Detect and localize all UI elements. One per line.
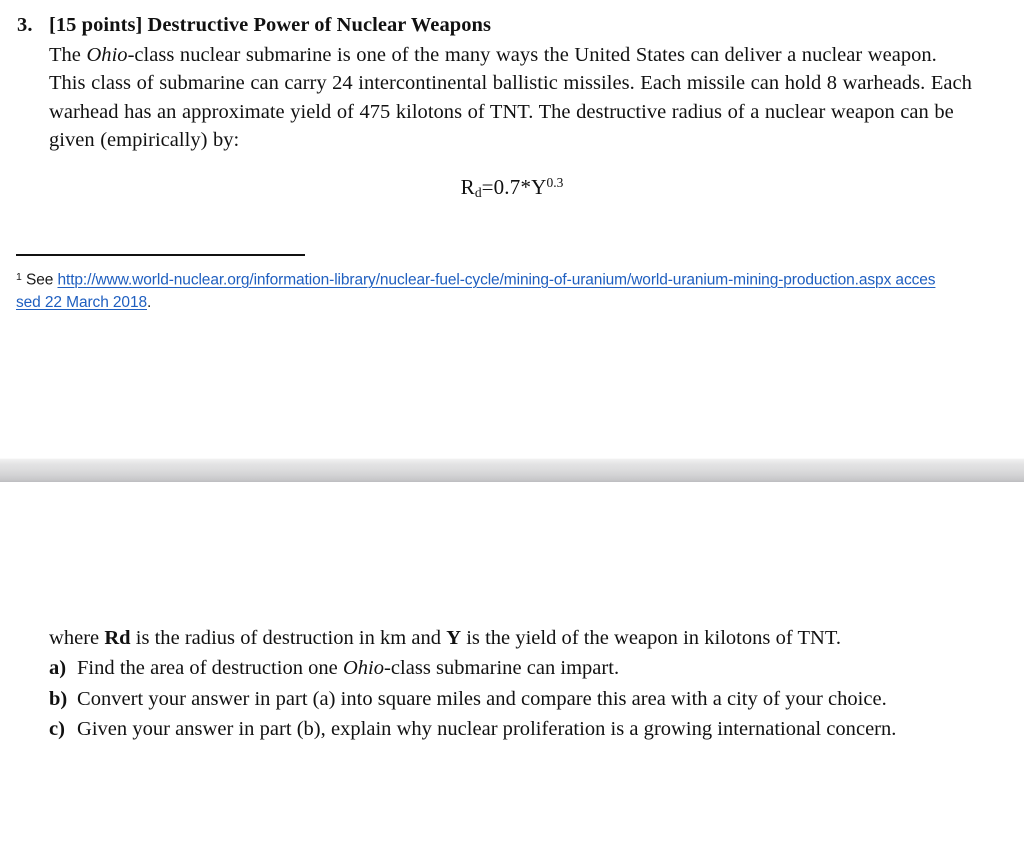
footnote-source-link[interactable]: http://www.world-nuclear.org/information-library/nuclear-fuel-cycle/mining-of-uranium/world-uranium-mining-production.aspx accessed 22 March 2018 bbox=[16, 271, 936, 312]
variable-definition-paragraph bbox=[49, 623, 961, 653]
question-part-b bbox=[49, 684, 961, 715]
part-c-marker: c) bbox=[49, 718, 65, 740]
part-a-text bbox=[77, 653, 961, 684]
question-part-a bbox=[49, 653, 961, 684]
where-middle: is the radius of destruction in km and bbox=[130, 627, 447, 649]
footnote-marker: 1 bbox=[16, 271, 22, 283]
question-part-c bbox=[49, 714, 961, 745]
page-fragment-bottom bbox=[0, 482, 1024, 851]
problem-heading-row bbox=[17, 10, 977, 155]
question-parts-list bbox=[49, 653, 961, 745]
problem-paragraph-rest: -class nuclear submarine is one of the many ways the United States can deliver a nuclear weapon. This class of submarine can carry 24 intercontinental ballistic missiles. Each missile can hold 8 warheads. Each warhead has an approximate yield of 475 kilotons of TNT. The destructive radius of a nuclear weapon can be given (empirically) by: bbox=[49, 43, 972, 152]
part-a-text-rest: -class submarine can impart. bbox=[384, 657, 620, 679]
problem-number: 3. bbox=[17, 14, 33, 36]
part-a-italic-term: Ohio bbox=[342, 657, 385, 679]
part-c-text-prefix: Given your answer in part (b), explain why nuclear proliferation is a growing international concern. bbox=[77, 718, 897, 740]
destructive-radius-equation bbox=[0, 175, 1024, 201]
problem-paragraph-prefix: The bbox=[49, 43, 87, 66]
equation-superscript: 0.3 bbox=[546, 175, 564, 190]
variable-y-symbol: Y bbox=[446, 627, 462, 649]
footnote-separator-rule bbox=[16, 254, 305, 256]
part-a-marker: a) bbox=[49, 657, 67, 679]
variable-rd-symbol: Rd bbox=[104, 627, 131, 649]
part-b-marker: b) bbox=[49, 687, 68, 710]
problem-body bbox=[49, 10, 977, 155]
problem-paragraph bbox=[49, 41, 977, 155]
problem-block bbox=[17, 10, 977, 155]
continuation-block bbox=[49, 623, 961, 745]
footnote-trailing-period: . bbox=[147, 294, 152, 312]
where-prefix: where bbox=[49, 627, 105, 649]
where-suffix: is the yield of the weapon in kilotons of TNT. bbox=[461, 627, 842, 649]
problem-paragraph-italic-term: Ohio bbox=[86, 43, 128, 66]
part-b-text bbox=[77, 684, 961, 715]
part-c-text bbox=[77, 714, 961, 745]
equation-base-symbol: R bbox=[460, 175, 475, 200]
footnote-see-label: See bbox=[25, 271, 54, 289]
part-a-text-prefix: Find the area of destruction one bbox=[77, 657, 343, 679]
part-b-text-prefix: Convert your answer in part (a) into square miles and compare this area with a city of your choice. bbox=[77, 687, 887, 710]
equation-subscript: d bbox=[474, 184, 482, 200]
footnote bbox=[16, 266, 941, 315]
page-separator-band bbox=[0, 458, 1024, 482]
equation-middle: =0.7*Y bbox=[481, 175, 547, 200]
problem-title: [15 points] Destructive Power of Nuclear Weapons bbox=[49, 14, 491, 36]
